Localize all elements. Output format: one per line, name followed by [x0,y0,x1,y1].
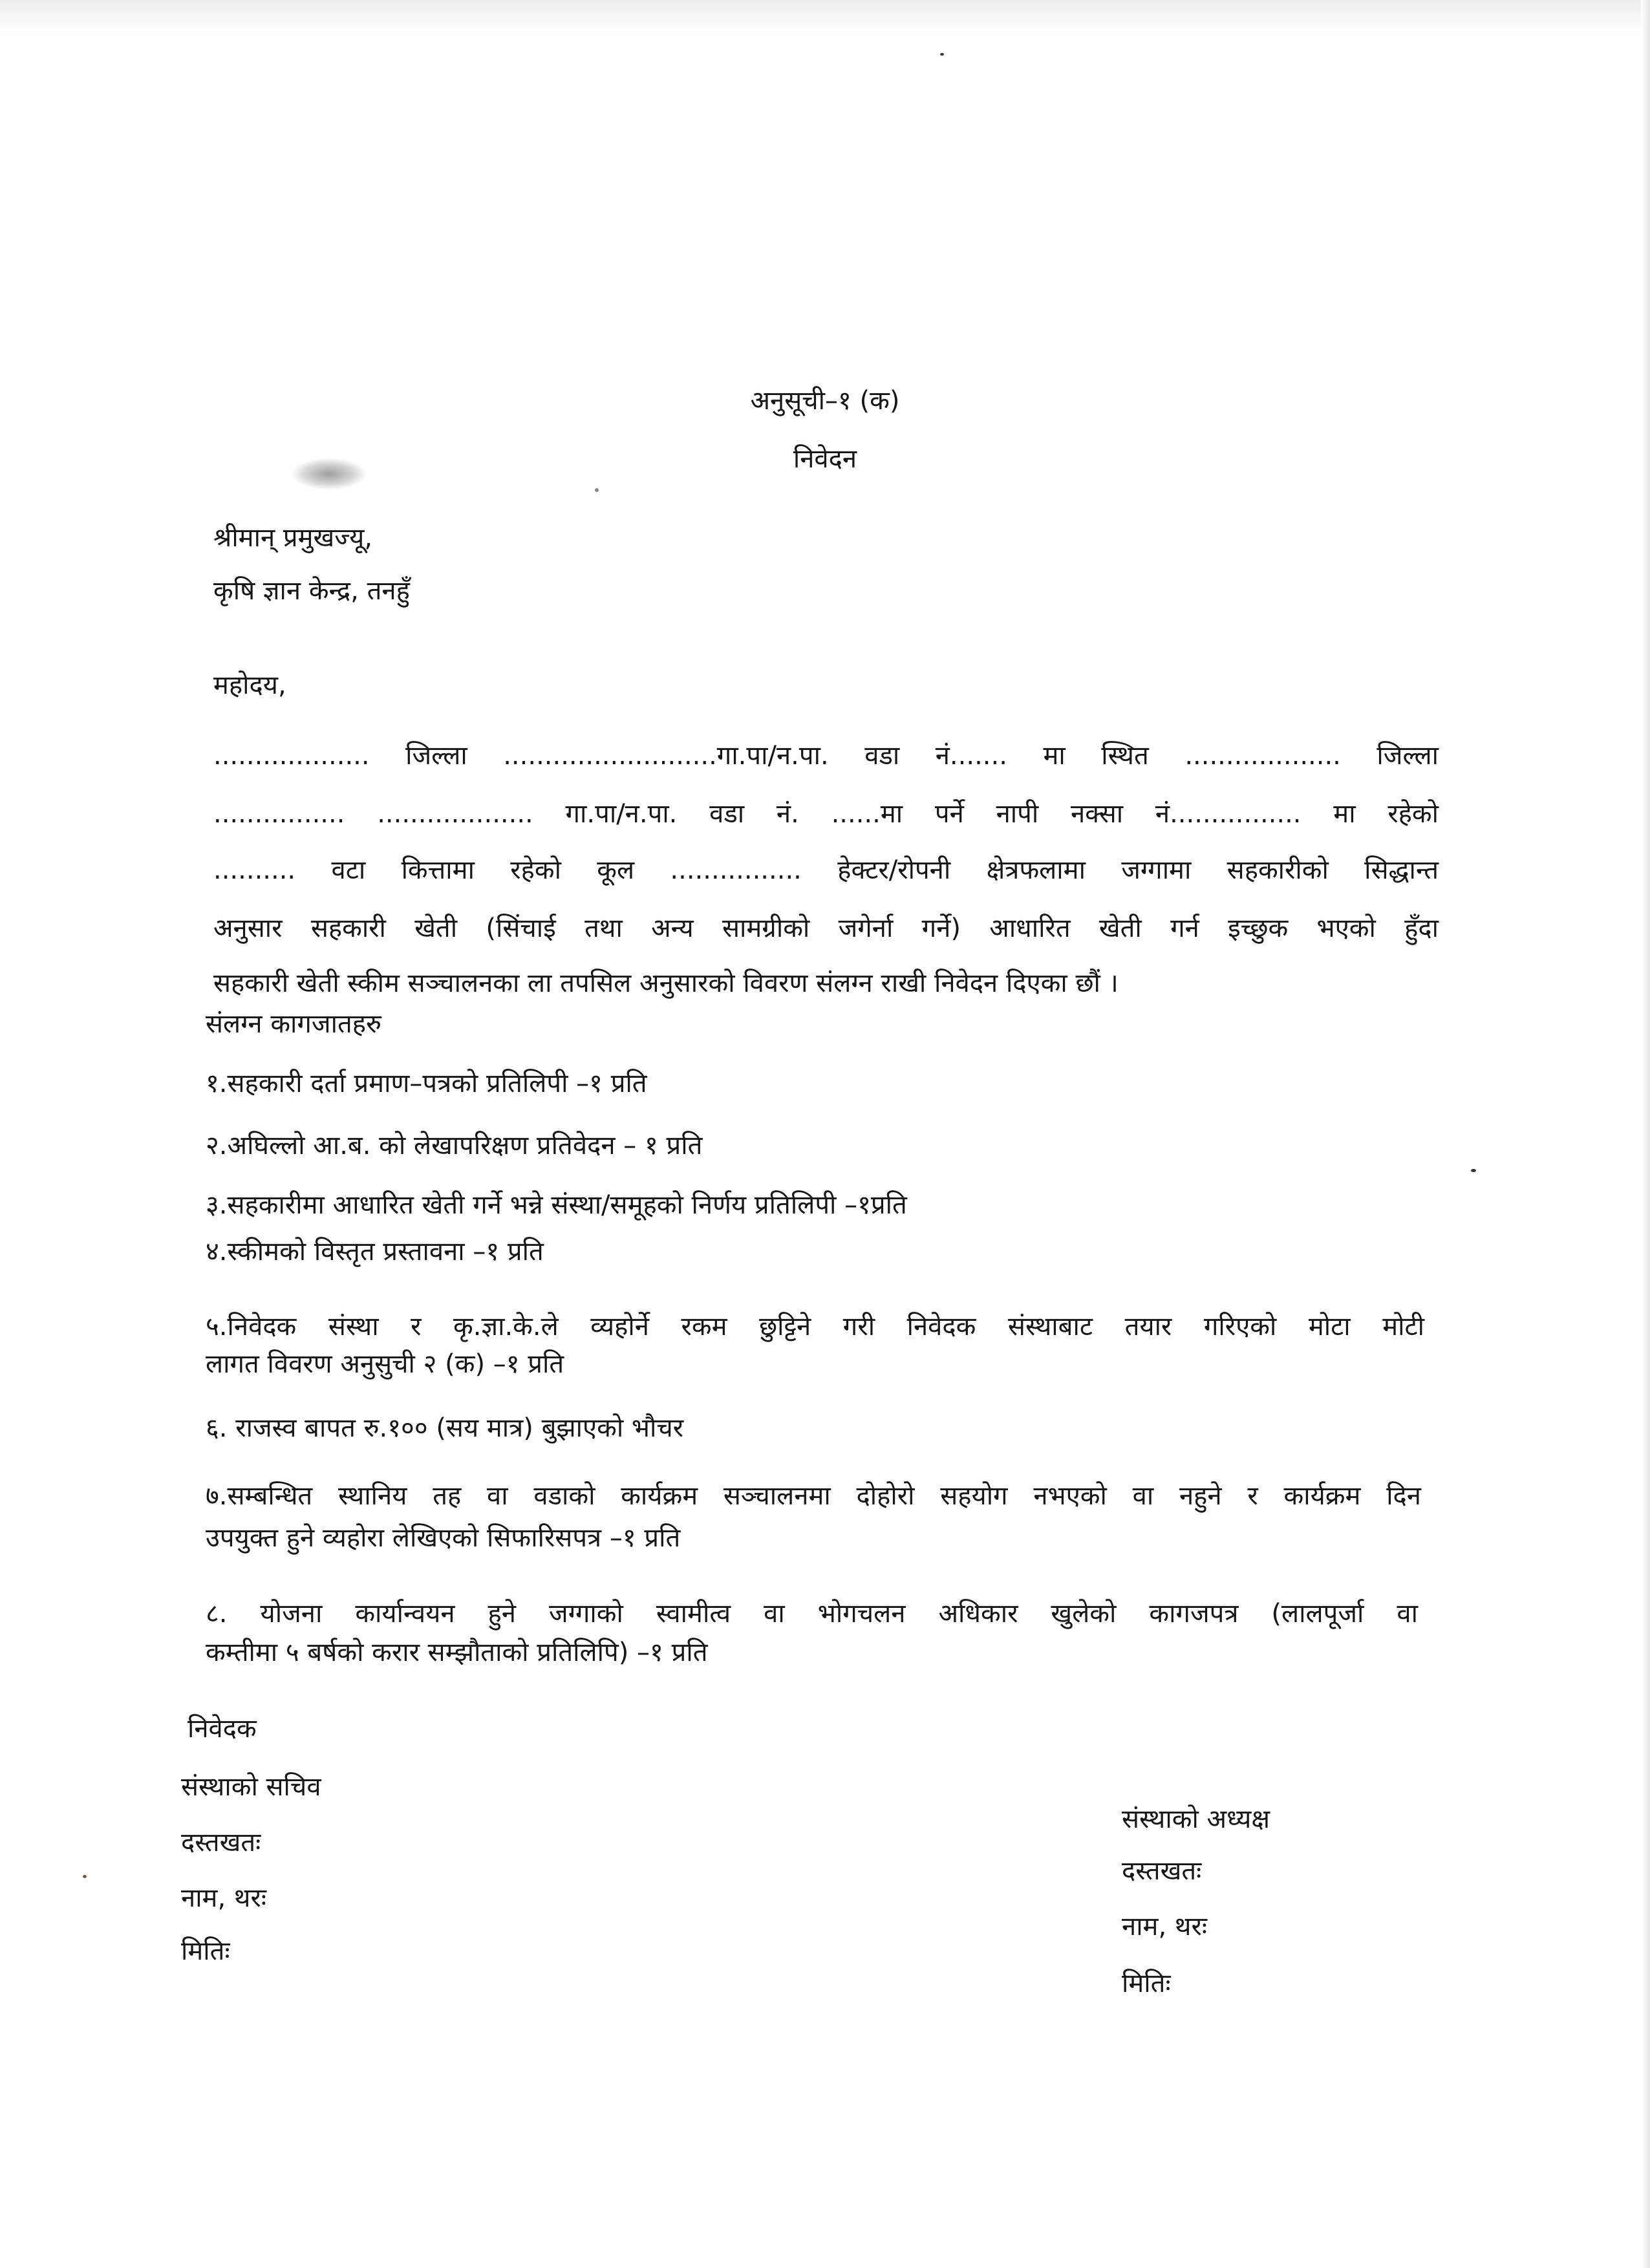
attachment-item-continued: उपयुक्त हुने व्यहोरा लेखिएको सिफारिसपत्र –१ प्रति [206,1523,681,1553]
attachment-item: ५.निवेदक संस्था र कृ.ज्ञा.के.ले व्यहोर्ने रकम छुट्टिने गरी निवेदक संस्थाबाट तयार गरिएको मोटा मोटी [206,1312,1424,1342]
chairperson-signature-field: दस्तखतः [1122,1856,1202,1886]
chairperson-label: संस्थाको अध्यक्ष [1122,1804,1270,1834]
secretary-name-field: नाम, थरः [181,1883,266,1913]
attachment-item: ८. योजना कार्यान्वयन हुने जग्गाको स्वामीत्व वा भोगचलन अधिकार खुलेको कागजपत्र (लालपूर्जा वा [206,1599,1418,1629]
scan-speck [83,1875,87,1878]
secretary-date-field: मितिः [181,1936,230,1966]
attachment-item: २.अघिल्लो आ.ब. को लेखापरिक्षण प्रतिवेदन – १ प्रति [206,1131,703,1161]
body-line: अनुसार सहकारी खेती (सिंचाई तथा अन्य सामग्रीको जगेर्ना गर्ने) आधारित खेती गर्न इच्छुक भएको हुँदा [213,914,1439,943]
chairperson-name-field: नाम, थरः [1122,1912,1207,1942]
schedule-number: अनुसूची–१ (क) [750,386,900,416]
attachments-heading: संलग्न कागजातहरु [206,1009,381,1039]
secretary-label: संस्थाको सचिव [181,1772,321,1802]
attachment-item: ४.स्कीमको विस्तृत प्रस्तावना –१ प्रति [206,1237,544,1267]
scan-speck [1471,1169,1476,1172]
body-line: .......... वटा कित्तामा रहेको कूल ................ हेक्टर/रोपनी क्षेत्रफलामा जग्गामा सहकारीको सिद्धान्त [213,855,1439,885]
attachment-item-continued: कम्तीमा ५ बर्षको करार सम्झौताको प्रतिलिपि) –१ प्रति [206,1638,708,1667]
attachment-item: १.सहकारी दर्ता प्रमाण–पत्रको प्रतिलिपी –१ प्रति [206,1069,647,1098]
scan-speck [940,53,944,56]
attachment-item: ६. राजस्व बापत रु.१०० (सय मात्र) बुझाएको भौचर [206,1413,684,1443]
applicant-label: निवेदक [188,1714,257,1744]
scan-top-edge [0,0,1650,34]
scan-speck [595,488,599,492]
addressee-title: श्रीमान् प्रमुखज्यू, [213,523,373,553]
salutation: महोदय, [213,670,286,700]
document-title: निवेदन [793,444,857,474]
attachment-item: ७.सम्बन्धित स्थानिय तह वा वडाको कार्यक्रम सञ्चालनमा दोहोरो सहयोग नभएको वा नहुने र कार्यक्रम दिन [206,1481,1421,1511]
addressee-office: कृषि ज्ञान केन्द्र, तनहुँ [213,576,410,606]
attachment-item-continued: लागत विवरण अनुसुची २ (क) –१ प्रति [206,1349,564,1379]
body-line: सहकारी खेती स्कीम सञ्चालनका ला तपसिल अनुसारको विवरण संलग्न राखी निवेदन दिएका छौं । [213,968,1119,998]
chairperson-date-field: मितिः [1122,1969,1171,1998]
secretary-signature-field: दस्तखतः [181,1828,261,1857]
body-line: ................... जिल्ला ..........................गा.पा/न.पा. वडा नं....... मा स्थित ................... जिल्ला [213,741,1439,771]
scan-right-edge [1641,0,1650,2268]
attachment-item: ३.सहकारीमा आधारित खेती गर्ने भन्ने संस्था/समूहको निर्णय प्रतिलिपी –१प्रति [206,1190,907,1220]
body-line: ................ ................... गा.पा/न.पा. वडा नं. ......मा पर्ने नापी नक्सा नं................ मा रहेको [213,799,1439,829]
